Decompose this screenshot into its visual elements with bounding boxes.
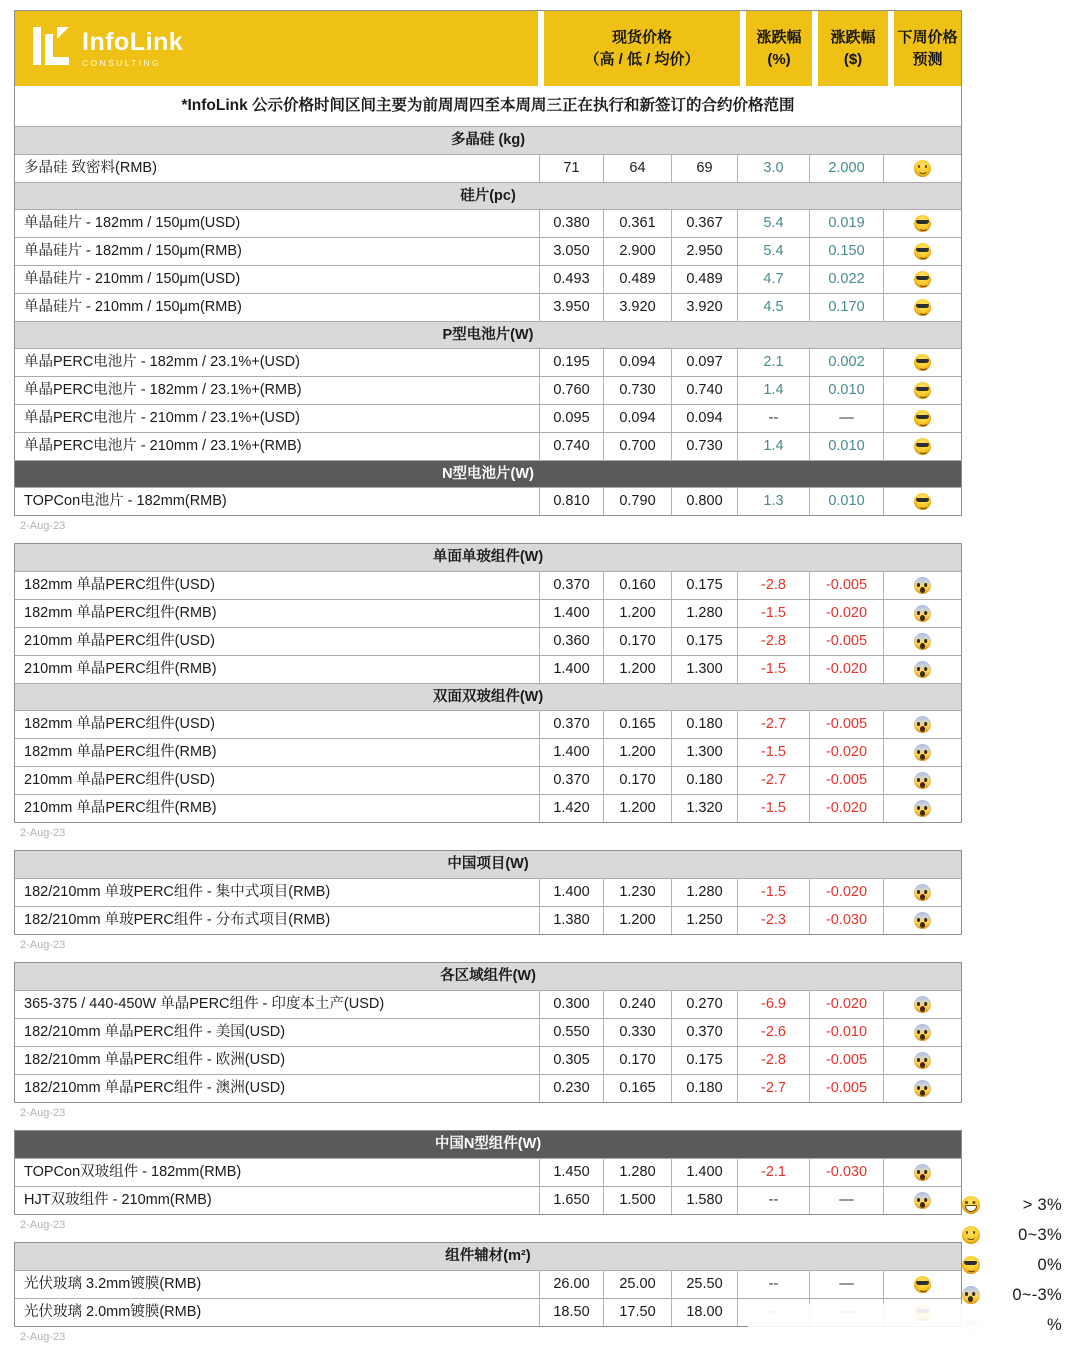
forecast-cell xyxy=(883,795,961,822)
price-high: 18.50 xyxy=(539,1299,603,1326)
section-header: P型电池片(W) xyxy=(15,321,961,348)
change-usd: — xyxy=(809,1187,883,1214)
table-row xyxy=(15,738,961,766)
product-name: 单晶PERC电池片 - 182mm / 23.1%+(RMB) xyxy=(24,382,302,398)
price-low: 0.165 xyxy=(603,1075,671,1102)
cool-face-emoji xyxy=(914,493,931,510)
forecast-cell xyxy=(883,572,961,599)
scream-face-emoji xyxy=(914,772,931,789)
change-usd: 0.170 xyxy=(809,294,883,321)
change-usd: 0.010 xyxy=(809,377,883,404)
change-pct: -2.1 xyxy=(737,1159,809,1186)
price-avg: 1.320 xyxy=(671,795,737,822)
price-high: 1.400 xyxy=(539,600,603,627)
forecast-cell xyxy=(883,711,961,738)
price-avg: 0.175 xyxy=(671,628,737,655)
table-row xyxy=(15,655,961,683)
price-table xyxy=(14,10,962,1354)
change-usd: 0.019 xyxy=(809,210,883,237)
change-usd: 2.000 xyxy=(809,155,883,182)
scream-face-emoji xyxy=(914,800,931,817)
product-name: 182/210mm 单晶PERC组件 - 美国(USD) xyxy=(24,1024,286,1040)
forecast-cell xyxy=(883,294,961,321)
forecast-cell xyxy=(883,349,961,376)
table-row xyxy=(15,766,961,794)
price-high: 71 xyxy=(539,155,603,182)
forecast-cell xyxy=(883,1271,961,1298)
change-pct: -2.6 xyxy=(737,1019,809,1046)
price-low: 1.200 xyxy=(603,656,671,683)
change-usd: 0.022 xyxy=(809,266,883,293)
price-low: 0.489 xyxy=(603,266,671,293)
change-pct: 1.4 xyxy=(737,377,809,404)
forecast-cell xyxy=(883,210,961,237)
product-name: 182mm 单晶PERC组件(USD) xyxy=(24,716,215,732)
price-avg: 1.280 xyxy=(671,879,737,906)
section-header: 硅片(pc) xyxy=(15,182,961,209)
change-usd: -0.005 xyxy=(809,711,883,738)
product-name: 单晶PERC电池片 - 182mm / 23.1%+(USD) xyxy=(24,354,300,370)
price-high: 0.810 xyxy=(539,488,603,515)
product-name: 182/210mm 单晶PERC组件 - 澳洲(USD) xyxy=(24,1080,286,1096)
price-table-modules-block xyxy=(14,543,962,823)
price-high: 0.305 xyxy=(539,1047,603,1074)
table-row xyxy=(15,1074,961,1102)
change-usd: — xyxy=(809,405,883,432)
price-high: 0.550 xyxy=(539,1019,603,1046)
price-low: 0.361 xyxy=(603,210,671,237)
product-name: 单晶PERC电池片 - 210mm / 23.1%+(USD) xyxy=(24,410,300,426)
table-row xyxy=(15,432,961,460)
forecast-cell xyxy=(883,238,961,265)
price-table-china-ntype-block xyxy=(14,1130,962,1215)
change-pct: 3.0 xyxy=(737,155,809,182)
price-avg: 0.180 xyxy=(671,767,737,794)
section-header: 中国项目(W) xyxy=(15,851,961,878)
product-name: 365-375 / 440-450W 单晶PERC组件 - 印度本土产(USD) xyxy=(24,996,385,1012)
change-usd: -0.030 xyxy=(809,1159,883,1186)
section-header: 各区域组件(W) xyxy=(15,963,961,990)
table-row xyxy=(15,794,961,822)
change-usd: -0.020 xyxy=(809,600,883,627)
price-avg: 1.300 xyxy=(671,656,737,683)
date-stamp: 2-Aug-23 xyxy=(20,520,66,532)
change-usd: -0.020 xyxy=(809,991,883,1018)
price-low: 0.094 xyxy=(603,405,671,432)
legend-label: 0~-3% xyxy=(1012,1285,1062,1304)
table-row xyxy=(15,209,961,237)
change-usd: 0.150 xyxy=(809,238,883,265)
price-avg: 0.270 xyxy=(671,991,737,1018)
change-usd: -0.030 xyxy=(809,907,883,934)
column-header-spot-price: 现货价格 （高 / 低 / 均价） xyxy=(544,11,740,86)
table-main-header xyxy=(15,11,961,86)
table-row xyxy=(15,571,961,599)
scream-face-emoji xyxy=(914,1052,931,1069)
cool-face-emoji xyxy=(914,354,931,371)
change-usd: -0.020 xyxy=(809,879,883,906)
date-stamp: 2-Aug-23 xyxy=(20,939,66,951)
change-pct: -- xyxy=(737,1187,809,1214)
price-low: 0.700 xyxy=(603,433,671,460)
forecast-cell xyxy=(883,879,961,906)
table-row xyxy=(15,990,961,1018)
product-name: 182/210mm 单晶PERC组件 - 欧洲(USD) xyxy=(24,1052,286,1068)
change-usd: — xyxy=(809,1271,883,1298)
section-header: 中国N型组件(W) xyxy=(15,1131,961,1158)
price-avg: 0.097 xyxy=(671,349,737,376)
price-high: 1.450 xyxy=(539,1159,603,1186)
change-pct: -2.7 xyxy=(737,767,809,794)
price-high: 0.300 xyxy=(539,991,603,1018)
price-avg: 0.180 xyxy=(671,711,737,738)
smile-face-emoji xyxy=(914,160,931,177)
product-name: 210mm 单晶PERC组件(RMB) xyxy=(24,661,217,677)
price-high: 0.493 xyxy=(539,266,603,293)
date-stamp: 2-Aug-23 xyxy=(20,1219,66,1231)
price-low: 1.200 xyxy=(603,739,671,766)
table-row xyxy=(15,487,961,515)
change-pct: 4.5 xyxy=(737,294,809,321)
scream-face-emoji xyxy=(914,1192,931,1209)
change-usd: -0.005 xyxy=(809,628,883,655)
forecast-cell xyxy=(883,1075,961,1102)
price-avg: 0.175 xyxy=(671,572,737,599)
change-usd: -0.020 xyxy=(809,739,883,766)
price-avg: 2.950 xyxy=(671,238,737,265)
product-name: 光伏玻璃 3.2mm镀膜(RMB) xyxy=(24,1276,202,1292)
legend-label: 0% xyxy=(1037,1255,1062,1274)
scream-face-emoji xyxy=(914,1164,931,1181)
table-row xyxy=(15,906,961,934)
change-pct: -1.5 xyxy=(737,600,809,627)
price-table-china-projects-block xyxy=(14,850,962,935)
table-row xyxy=(15,1270,961,1298)
price-high: 0.230 xyxy=(539,1075,603,1102)
cool-face-emoji xyxy=(914,299,931,316)
price-high: 26.00 xyxy=(539,1271,603,1298)
price-high: 1.380 xyxy=(539,907,603,934)
change-pct: 1.3 xyxy=(737,488,809,515)
price-high: 0.740 xyxy=(539,433,603,460)
change-pct: -2.7 xyxy=(737,711,809,738)
price-high: 1.420 xyxy=(539,795,603,822)
price-low: 0.240 xyxy=(603,991,671,1018)
price-high: 1.650 xyxy=(539,1187,603,1214)
price-avg: 25.50 xyxy=(671,1271,737,1298)
scream-face-emoji xyxy=(914,716,931,733)
section-header: N型电池片(W) xyxy=(15,460,961,487)
price-avg: 0.740 xyxy=(671,377,737,404)
table-row xyxy=(15,348,961,376)
price-avg: 0.730 xyxy=(671,433,737,460)
scream-face-emoji xyxy=(914,912,931,929)
scream-face-emoji xyxy=(914,996,931,1013)
infolink-logo-icon xyxy=(31,26,73,71)
price-avg: 0.370 xyxy=(671,1019,737,1046)
price-high: 3.050 xyxy=(539,238,603,265)
price-avg: 0.800 xyxy=(671,488,737,515)
change-pct: -6.9 xyxy=(737,991,809,1018)
price-high: 0.195 xyxy=(539,349,603,376)
price-avg: 3.920 xyxy=(671,294,737,321)
change-pct: -1.5 xyxy=(737,656,809,683)
product-name: 单晶硅片 - 182mm / 150μm(RMB) xyxy=(24,243,242,259)
price-high: 1.400 xyxy=(539,739,603,766)
price-low: 1.200 xyxy=(603,907,671,934)
section-header: 组件辅材(m²) xyxy=(15,1243,961,1270)
change-usd: -0.005 xyxy=(809,767,883,794)
price-high: 0.370 xyxy=(539,711,603,738)
table-row xyxy=(15,1018,961,1046)
price-avg: 1.250 xyxy=(671,907,737,934)
price-low: 1.280 xyxy=(603,1159,671,1186)
price-low: 1.200 xyxy=(603,795,671,822)
price-low: 0.170 xyxy=(603,1047,671,1074)
white-redaction-overlay xyxy=(748,1304,1010,1344)
price-high: 1.400 xyxy=(539,656,603,683)
price-low: 25.00 xyxy=(603,1271,671,1298)
scream-face-emoji xyxy=(914,884,931,901)
change-usd: -0.020 xyxy=(809,656,883,683)
scream-face-emoji xyxy=(914,744,931,761)
change-usd: -0.005 xyxy=(809,572,883,599)
product-name: 182/210mm 单玻PERC组件 - 集中式项目(RMB) xyxy=(24,884,331,900)
scream-face-emoji xyxy=(914,1080,931,1097)
change-pct: -1.5 xyxy=(737,879,809,906)
scream-face-emoji xyxy=(914,1024,931,1041)
legend-label: > 3% xyxy=(1022,1195,1062,1214)
date-stamp: 2-Aug-23 xyxy=(20,1107,66,1119)
change-pct: -2.8 xyxy=(737,1047,809,1074)
table-row xyxy=(15,1046,961,1074)
price-avg: 1.580 xyxy=(671,1187,737,1214)
cool-face-emoji xyxy=(914,1276,931,1293)
product-name: 210mm 单晶PERC组件(USD) xyxy=(24,633,215,649)
price-low: 3.920 xyxy=(603,294,671,321)
price-low: 0.094 xyxy=(603,349,671,376)
product-name: 210mm 单晶PERC组件(RMB) xyxy=(24,800,217,816)
legend-label: % xyxy=(1047,1315,1062,1334)
price-period-note: *InfoLink 公示价格时间区间主要为前周周四至本周周三正在执行和新签订的合约价格范围 xyxy=(15,86,961,127)
section-header: 多晶硅 (kg) xyxy=(15,127,961,154)
product-name: 182mm 单晶PERC组件(USD) xyxy=(24,577,215,593)
legend-item xyxy=(952,1190,1066,1220)
table-row xyxy=(15,293,961,321)
product-name: 多晶硅 致密料(RMB) xyxy=(24,160,157,176)
cool-face-emoji xyxy=(914,410,931,427)
product-name: 单晶PERC电池片 - 210mm / 23.1%+(RMB) xyxy=(24,438,302,454)
price-low: 2.900 xyxy=(603,238,671,265)
price-high: 0.370 xyxy=(539,572,603,599)
table-row xyxy=(15,710,961,738)
price-avg: 69 xyxy=(671,155,737,182)
change-pct: -2.3 xyxy=(737,907,809,934)
price-low: 0.165 xyxy=(603,711,671,738)
product-name: 单晶硅片 - 182mm / 150μm(USD) xyxy=(24,215,241,231)
product-name: 210mm 单晶PERC组件(USD) xyxy=(24,772,215,788)
change-pct: -1.5 xyxy=(737,739,809,766)
price-table-main-block xyxy=(14,10,962,516)
scream-face-emoji xyxy=(914,605,931,622)
table-row xyxy=(15,599,961,627)
legend-label: 0~3% xyxy=(1018,1225,1062,1244)
scream-face-emoji xyxy=(914,577,931,594)
price-high: 0.360 xyxy=(539,628,603,655)
table-row xyxy=(15,404,961,432)
scream-face-emoji xyxy=(914,633,931,650)
price-low: 0.170 xyxy=(603,628,671,655)
scream-face-emoji xyxy=(962,1286,980,1304)
product-name: 182mm 单晶PERC组件(RMB) xyxy=(24,605,217,621)
logo-brand-text: InfoLink xyxy=(82,27,184,56)
change-pct: -2.8 xyxy=(737,628,809,655)
forecast-cell xyxy=(883,488,961,515)
forecast-cell xyxy=(883,266,961,293)
change-pct: 5.4 xyxy=(737,210,809,237)
table-row xyxy=(15,154,961,182)
price-low: 17.50 xyxy=(603,1299,671,1326)
forecast-cell xyxy=(883,405,961,432)
price-high: 0.760 xyxy=(539,377,603,404)
change-pct: 5.4 xyxy=(737,238,809,265)
change-usd: 0.010 xyxy=(809,433,883,460)
forecast-cell xyxy=(883,1019,961,1046)
change-pct: -2.7 xyxy=(737,1075,809,1102)
forecast-cell xyxy=(883,1187,961,1214)
price-high: 0.370 xyxy=(539,767,603,794)
price-low: 64 xyxy=(603,155,671,182)
forecast-cell xyxy=(883,433,961,460)
product-name: TOPCon电池片 - 182mm(RMB) xyxy=(24,493,227,509)
product-name: 光伏玻璃 2.0mm镀膜(RMB) xyxy=(24,1304,202,1320)
table-row xyxy=(15,265,961,293)
price-avg: 0.180 xyxy=(671,1075,737,1102)
product-name: 182mm 单晶PERC组件(RMB) xyxy=(24,744,217,760)
price-avg: 0.367 xyxy=(671,210,737,237)
date-stamp: 2-Aug-23 xyxy=(20,1331,66,1343)
price-avg: 0.489 xyxy=(671,266,737,293)
price-low: 1.500 xyxy=(603,1187,671,1214)
price-high: 1.400 xyxy=(539,879,603,906)
price-avg: 0.094 xyxy=(671,405,737,432)
price-low: 1.230 xyxy=(603,879,671,906)
change-pct: 1.4 xyxy=(737,433,809,460)
cool-face-emoji xyxy=(962,1256,980,1274)
change-pct: -- xyxy=(737,405,809,432)
change-usd: 0.002 xyxy=(809,349,883,376)
forecast-cell xyxy=(883,1047,961,1074)
section-header: 单面单玻组件(W) xyxy=(15,544,961,571)
price-avg: 1.280 xyxy=(671,600,737,627)
forecast-cell xyxy=(883,628,961,655)
change-pct: -- xyxy=(737,1271,809,1298)
date-stamp: 2-Aug-23 xyxy=(20,827,66,839)
price-low: 0.330 xyxy=(603,1019,671,1046)
section-header: 双面双玻组件(W) xyxy=(15,683,961,710)
grin-face-emoji xyxy=(962,1196,980,1214)
logo-sub-text: CONSULTING xyxy=(82,57,162,68)
product-name: 182/210mm 单玻PERC组件 - 分布式项目(RMB) xyxy=(24,912,331,928)
price-low: 0.790 xyxy=(603,488,671,515)
change-usd: -0.005 xyxy=(809,1075,883,1102)
price-avg: 0.175 xyxy=(671,1047,737,1074)
cool-face-emoji xyxy=(914,438,931,455)
table-row xyxy=(15,627,961,655)
change-pct: 4.7 xyxy=(737,266,809,293)
table-row xyxy=(15,237,961,265)
forecast-cell xyxy=(883,656,961,683)
table-row xyxy=(15,878,961,906)
cool-face-emoji xyxy=(914,382,931,399)
product-name: TOPCon双玻组件 - 182mm(RMB) xyxy=(24,1164,242,1180)
table-row xyxy=(15,1158,961,1186)
smile-face-emoji xyxy=(962,1226,980,1244)
product-name: 单晶硅片 - 210mm / 150μm(RMB) xyxy=(24,299,242,315)
price-high: 0.380 xyxy=(539,210,603,237)
price-avg: 1.400 xyxy=(671,1159,737,1186)
legend-item xyxy=(952,1250,1066,1280)
forecast-cell xyxy=(883,991,961,1018)
price-high: 3.950 xyxy=(539,294,603,321)
price-avg: 18.00 xyxy=(671,1299,737,1326)
change-usd: -0.010 xyxy=(809,1019,883,1046)
column-header-change-pct: 涨跌幅 (%) xyxy=(746,11,812,86)
table-row xyxy=(15,376,961,404)
forecast-cell xyxy=(883,377,961,404)
price-avg: 1.300 xyxy=(671,739,737,766)
column-header-forecast: 下周价格 预测 xyxy=(894,11,961,86)
price-table-regional-block xyxy=(14,962,962,1103)
price-high: 0.095 xyxy=(539,405,603,432)
legend-item xyxy=(952,1220,1066,1250)
forecast-cell xyxy=(883,907,961,934)
cool-face-emoji xyxy=(914,271,931,288)
table-row xyxy=(15,1186,961,1214)
scream-face-emoji xyxy=(914,661,931,678)
change-usd: -0.005 xyxy=(809,1047,883,1074)
price-low: 0.730 xyxy=(603,377,671,404)
product-name: 单晶硅片 - 210mm / 150μm(USD) xyxy=(24,271,241,287)
cool-face-emoji xyxy=(914,243,931,260)
change-usd: 0.010 xyxy=(809,488,883,515)
price-low: 0.160 xyxy=(603,572,671,599)
forecast-cell xyxy=(883,155,961,182)
change-pct: -1.5 xyxy=(737,795,809,822)
infolink-logo xyxy=(15,11,538,86)
product-name: HJT双玻组件 - 210mm(RMB) xyxy=(24,1192,212,1208)
forecast-cell xyxy=(883,1159,961,1186)
forecast-cell xyxy=(883,767,961,794)
forecast-cell xyxy=(883,739,961,766)
change-usd: -0.020 xyxy=(809,795,883,822)
price-low: 0.170 xyxy=(603,767,671,794)
change-pct: 2.1 xyxy=(737,349,809,376)
change-pct: -2.8 xyxy=(737,572,809,599)
cool-face-emoji xyxy=(914,215,931,232)
column-header-change-usd: 涨跌幅 ($) xyxy=(818,11,888,86)
price-low: 1.200 xyxy=(603,600,671,627)
forecast-cell xyxy=(883,600,961,627)
